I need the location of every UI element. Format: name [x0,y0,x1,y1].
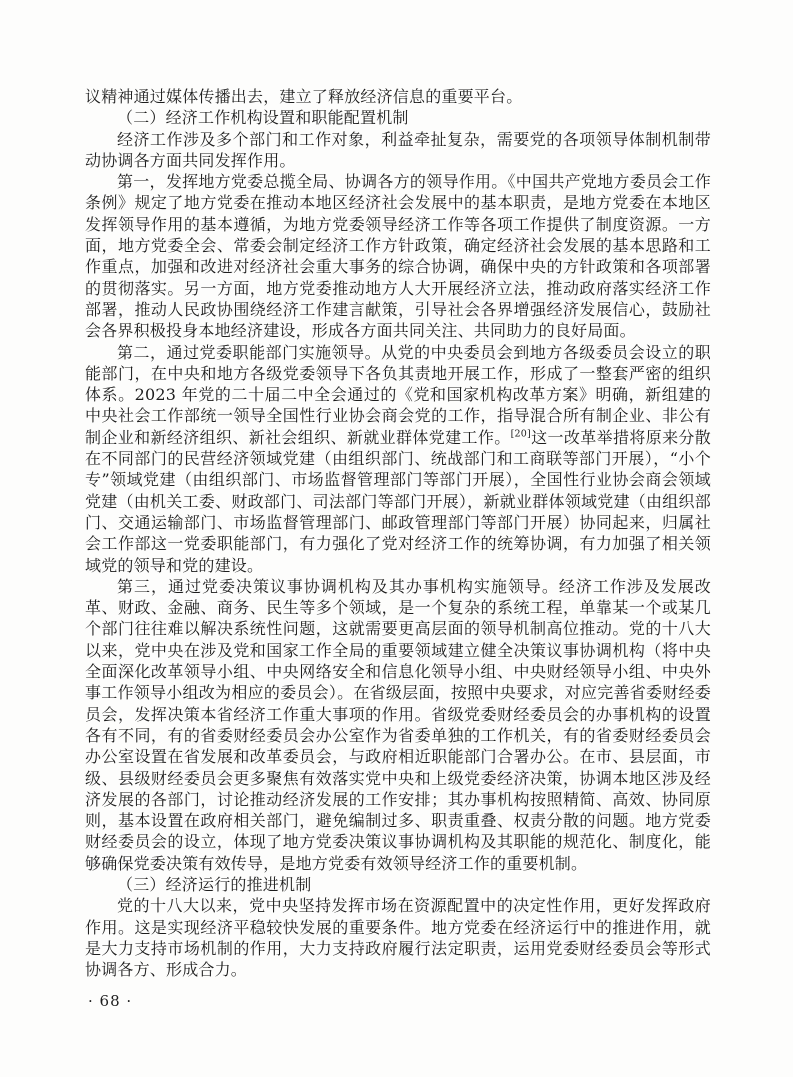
paragraph-text: 这一改革举措将原来分散在不同部门的民营经济领域党建（由组织部门、统战部门和工商联等部门开展），“小个专”领域党建（由组织部门、市场监督管理部门等部门开展），全国性行业协会商会领域党建（由机关工委、财政部门、司法部门等部门开展），新就业群体领域党建（由组织部门、交通运输部门、市场监督管理部门、邮政管理部门等部门开展）协同起来，归属社会工作部这一党委职能部门，有力强化了党对经济工作的统筹协调，有力加强了相关领域党的领导和党的建设。 [85,427,712,575]
paragraph: 经济工作涉及多个部门和工作对象，利益牵扯复杂，需要党的各项领导体制机制带动协调各方面共同发挥作用。 [85,129,711,170]
paragraph-continuation: 议精神通过媒体传播出去，建立了释放经济信息的重要平台。 [85,87,523,106]
paragraph: 党的十八大以来，党中央坚持发挥市场在资源配置中的决定性作用，更好发挥政府作用。这是实现经济平稳较快发展的重要条件。地方党委在经济运行中的推进作用，就是大力支持市场机制的作用，大力支持政府履行法定职责，运用党委财经委员会等形式协调各方、形成合力。 [85,896,711,980]
paragraph-text: 第二，通过党委职能部门实施领导。从党的中央委员会到地方各级委员会设立的职能部门，在中央和地方各级党委领导下各负其责地开展工作，形成了一整套严密的组织体系。2023 年党的二十届二中全会通过的《党和国家机构改革方案》明确，新组建的中央社会工作部统一领导全国性行业协会商会党的工作，指导混合所有制企业、非公有制企业和新经济组织、新社会组织、新就业群体党建工作。 [85,342,711,447]
paragraph: 第三，通过党委决策议事协调机构及其办事机构实施领导。经济工作涉及发展改革、财政、金融、商务、民生等多个领域，是一个复杂的系统工程，单靠某一个或某几个部门往往难以解决系统性问题，这就需要更高层面的领导机制高位推动。党的十八大以来，党中央在涉及党和国家工作全局的重要领域建立健全决策议事协调机构（将中央全面深化改革领导小组、中央网络安全和信息化领导小组、中央财经领导小组、中央外事工作领导小组改为相应的委员会）。在省级层面，按照中央要求，对应完善省委财经委员会，发挥决策本省经济工作重大事项的作用。省级党委财经委员会的办事机构的设置各有不同，有的省委财经委员会办公室作为省委单独的工作机关，有的省委财经委员会办公室设置在省发展和改革委员会，与政府相近职能部门合署办公。在市、县层面，市级、县级财经委员会更多聚焦有效落实党中央和上级党委经济决策，协调本地区涉及经济发展的各部门，讨论推动经济发展的工作安排；其办事机构按照精简、高效、协同原则，基本设置在政府相关部门，避免编制过多、职责重叠、权责分散的问题。地方党委财经委员会的设立，体现了地方党委决策议事协调机构及其职能的规范化、制度化，能够确保党委决策有效传导，是地方党委有效领导经济工作的重要机制。 [85,576,711,873]
paragraph [85,342,711,576]
section-heading-2: （二）经济工作机构设置和职能配置机制 [117,108,409,128]
text-block [85,86,711,980]
footnote-reference-20: [20] [510,428,531,440]
paragraph: 第一，发挥地方党委总揽全局、协调各方的领导作用。《中国共产党地方委员会工作条例》规定了地方党委在推动本地区经济社会发展中的基本职责，是地方党委在本地区发挥领导作用的基本遵循，为地方党委领导经济工作等各项工作提供了制度资源。一方面，地方党委全会、常委会制定经济工作方针政策，确定经济社会发展的基本思路和工作重点，加强和改进对经济社会重大事务的综合协调，确保中央的方针政策和各项部署的贯彻落实。另一方面，地方党委推动地方人大开展经济立法，推动政府落实经济工作部署，推动人民政协围绕经济工作建言献策，引导社会各界增强经济发展信心，鼓励社会各界积极投身本地经济建设，形成各方面共同关注、共同助力的良好局面。 [85,172,711,341]
page-number: · 68 · [88,992,133,1010]
section-heading-3: （三）经济运行的推进机制 [117,874,312,894]
